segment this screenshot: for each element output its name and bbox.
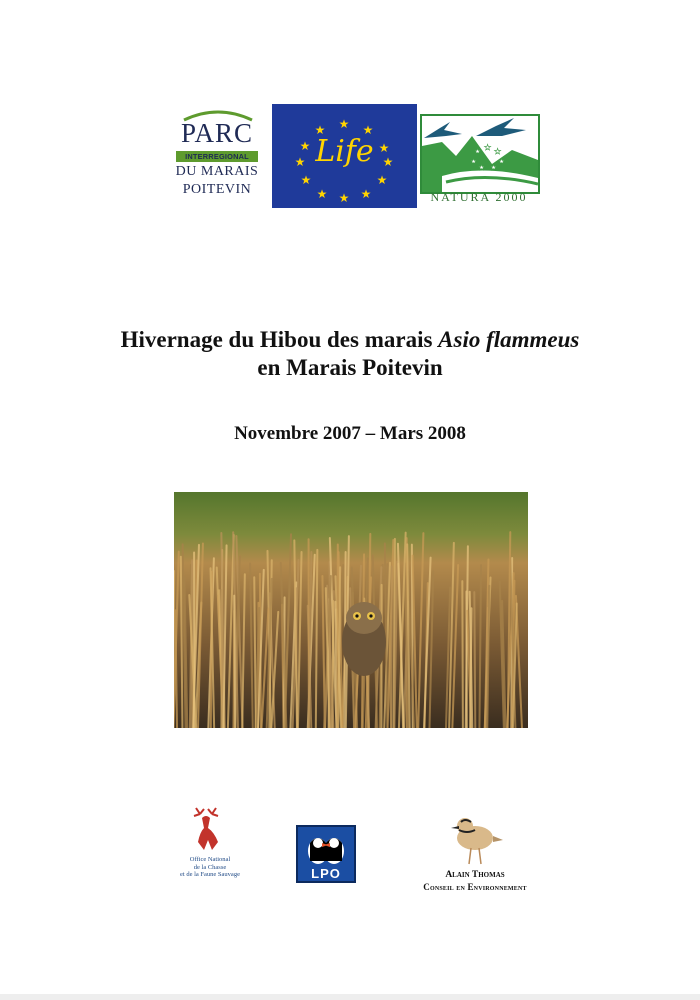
stubble-stroke [474, 592, 475, 728]
svg-text:★: ★ [314, 123, 326, 137]
svg-text:★: ★ [294, 155, 306, 169]
svg-text:★: ★ [498, 157, 506, 166]
parc-logo-title: PARC [180, 118, 254, 148]
natura-logo-text: NATURA 2000 [430, 190, 528, 204]
svg-text:★: ★ [360, 187, 372, 201]
title-main: Hivernage du Hibou des marais [120, 327, 439, 352]
oncfs-line1: Office National [189, 856, 231, 863]
alain-thomas-logo [405, 812, 545, 894]
life-logo-word: Life [315, 134, 374, 169]
svg-text:★: ★ [494, 147, 502, 156]
stubble-stroke [234, 596, 235, 728]
parc-logo-band: INTERREGIONAL [176, 151, 258, 162]
natura-frame [420, 114, 540, 194]
oncfs-line3: et de la Faune Sauvage [180, 871, 240, 878]
svg-text:★: ★ [378, 141, 390, 155]
title-species: Asio flammeus [438, 327, 580, 352]
plover-bird-icon [445, 812, 505, 868]
oncfs-logo [166, 806, 246, 886]
parc-marais-poitevin-logo [172, 108, 262, 204]
svg-text:★: ★ [300, 173, 312, 187]
svg-text:★: ★ [382, 155, 394, 169]
eu-life-logo [272, 104, 417, 208]
stubble-stroke [391, 567, 392, 728]
oncfs-line2: de la Chasse [193, 863, 227, 871]
svg-text:★: ★ [316, 187, 328, 201]
svg-text:★: ★ [490, 163, 498, 172]
svg-text:★: ★ [299, 139, 311, 153]
svg-text:★: ★ [470, 157, 478, 166]
owl-photo [174, 492, 528, 728]
puffins-icon [298, 827, 354, 867]
natura-landscape-icon [422, 116, 538, 192]
title-line2: en Marais Poitevin [257, 355, 443, 380]
lpo-logo-word: LPO [311, 866, 341, 881]
lpo-logo [296, 825, 356, 883]
stag-icon [178, 806, 238, 856]
owl-stubble-image [174, 492, 528, 728]
document-dates: Novembre 2007 – Mars 2008 [234, 423, 466, 444]
svg-text:★: ★ [338, 191, 350, 205]
document-title [0, 326, 700, 382]
stubble-stroke [470, 608, 471, 728]
parc-logo-line2: POITEVIN [182, 182, 252, 197]
oncfs-logo-text [174, 856, 246, 879]
svg-text:★: ★ [362, 123, 374, 137]
svg-text:★: ★ [478, 163, 486, 172]
natura-2000-logo [418, 108, 540, 206]
svg-text:★: ★ [338, 117, 350, 131]
stubble-stroke [462, 581, 463, 728]
alain-thomas-subtitle: Conseil en Environnement [423, 882, 527, 892]
svg-text:★: ★ [376, 173, 388, 187]
svg-text:★: ★ [474, 147, 482, 156]
page-bottom-edge [0, 994, 700, 1000]
parc-logo-line1: DU MARAIS [175, 164, 259, 179]
alain-thomas-name: Alain Thomas [445, 870, 505, 880]
svg-text:★: ★ [484, 143, 492, 152]
